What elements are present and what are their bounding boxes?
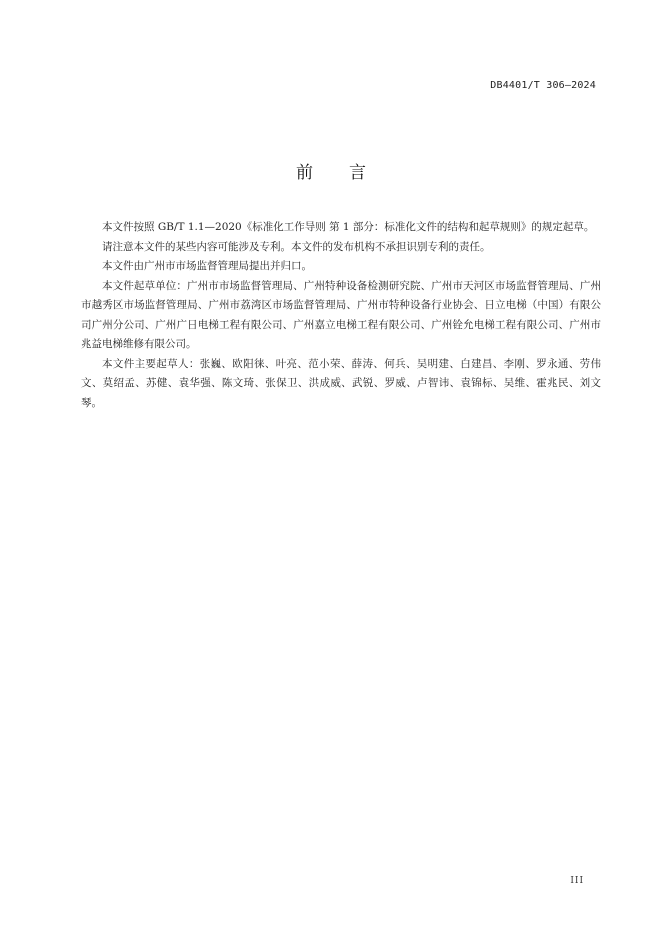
paragraph-patent-notice: 请注意本文件的某些内容可能涉及专利。本文件的发布机构不承担识别专利的责任。 — [102, 240, 491, 253]
paragraph-drafting-units: 本文件起草单位：广州市市场监督管理局、广州特种设备检测研究院、广州市天河区市场监督管理局、广州市越秀区市场监督管理局、广州市荔湾区市场监督管理局、广州市特种设备行业协会、日立电梯（中国）有限公司广州分公司、广州广日电梯工程有限公司、广州嘉立电梯工程有限公司、广州铨允电梯工程有限公司、广州市兆益电梯维修有限公司。 — [81, 279, 601, 350]
page-number: III — [570, 876, 584, 886]
page-title: 前言 — [296, 163, 402, 183]
paragraph-proposer: 本文件由广州市市场监督管理局提出并归口。 — [102, 260, 312, 272]
paragraph-drafters: 本文件主要起草人：张巍、欧阳徕、叶亮、范小荣、薛涛、何兵、吴明建、白建昌、李刚、罗永通、劳伟文、莫绍孟、苏健、袁华强、陈文琦、张保卫、洪成威、武锐、罗威、卢智讳、袁锦标、吴维、霍兆民、刘文琴。 — [81, 357, 601, 409]
foreword-body — [81, 218, 601, 413]
paragraph-drafting-rules: 本文件按照 GB/T 1.1—2020《标准化工作导则 第 1 部分：标准化文件的结构和起草规则》的规定起草。 — [102, 221, 595, 233]
document-code: DB4401/T 306—2024 — [490, 80, 596, 91]
